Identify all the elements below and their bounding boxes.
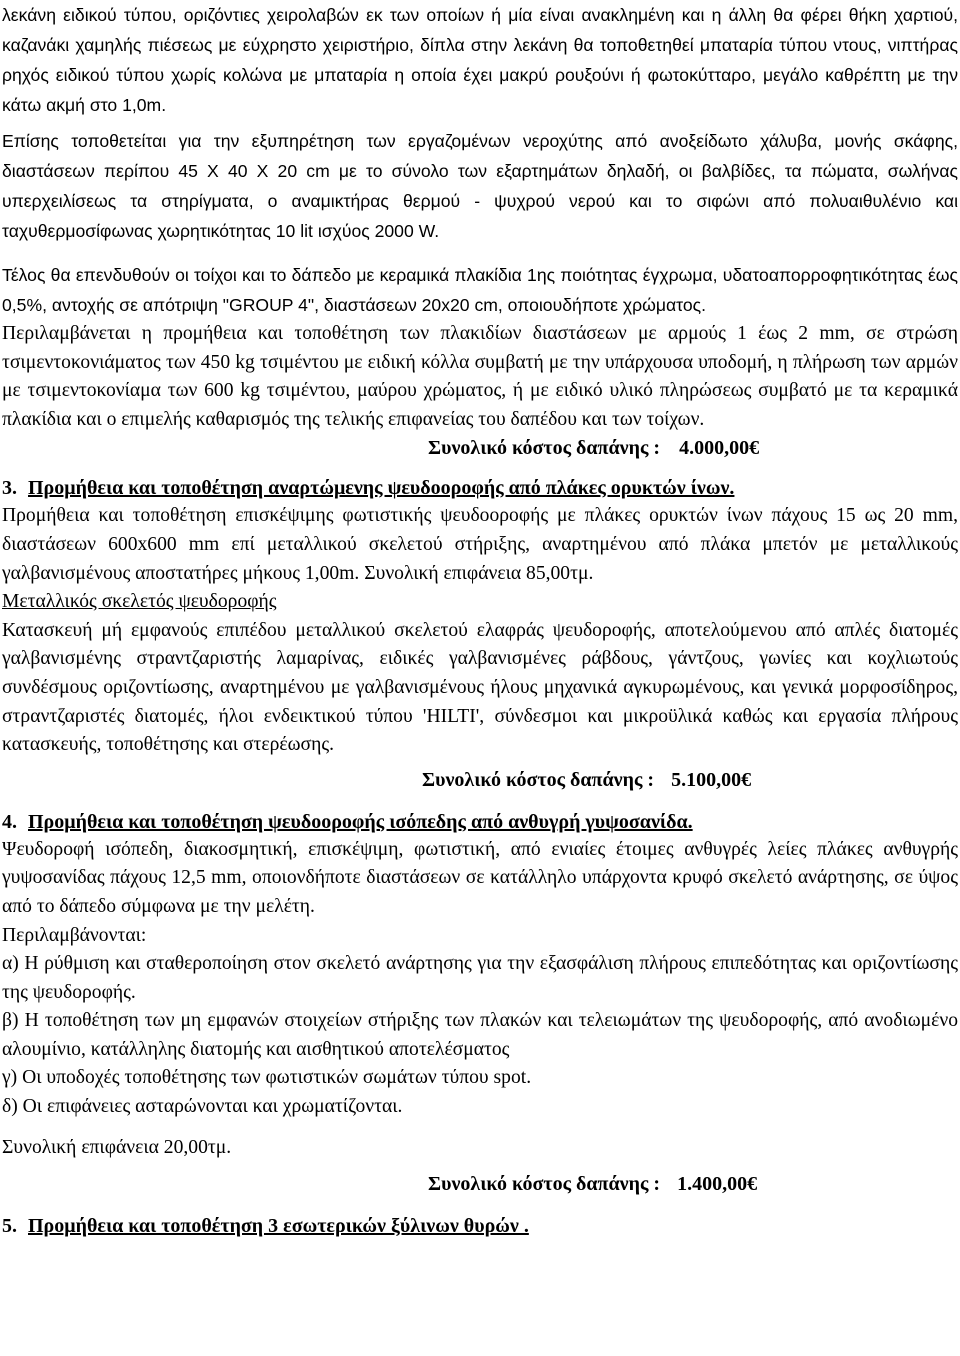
cost-value: 1.400,00€ (677, 1173, 758, 1196)
paragraph: λεκάνη ειδικού τύπου, οριζόντιες χειρολαβών εκ των οποίων ή μία είναι ανακλημένη και η άλλη θα φέρει θήκη χαρτιού, καζανάκι χαμηλής πιέσεως με εύχρηστο χειριστήριο, δίπλα στην λεκάνη θα τοποθετηθεί μπαταρία τύπου ντους, νιπτήρας ρηχός ειδικού τύπου χωρίς κολώνα με μπαταρία η οποία έχει μακρύ ρουξούνι ή φωτοκύτταρο, μεγάλο καθρέπτη με την κάτω ακμή στο 1,0m. (2, 5, 958, 115)
total-cost (428, 1170, 958, 1198)
section-number: 3. (2, 477, 17, 500)
section-4 (2, 808, 958, 1199)
section-5 (2, 1212, 958, 1240)
section-heading (2, 474, 958, 502)
paragraph: Ψευδοροφή ισόπεδη, διακοσμητική, επισκέψιμη, φωτιστική, από ενιαίες έτοιμες ανθυγρές λείες πλάκες ανθυγρής γυψοσανίδας πάχους 12,5 mm, οποιονδήποτε διαστάσεων σε κατάλληλο υπάρχοντα κρυφό σκελετό ανάρτησης, σε ύψος από το δάπεδο σύμφωνα με την μελέτη. (2, 838, 958, 917)
cost-value: 5.100,00€ (671, 768, 752, 791)
section-3 (2, 474, 958, 793)
section-heading (2, 1212, 958, 1240)
paragraph: Επίσης τοποθετείται για την εξυπηρέτηση των εργαζομένων νεροχύτης από ανοξείδωτο χάλυβα, μονής σκάφης, διαστάσεων περίπου 45 Χ 40 Χ 20 cm με το σύνολο των εξαρτημάτων δηλαδή, οι βαλβίδες, τα πώματα, σωλήνας υπερχειλίσεως τα στηρίγματα, ο αναμικτήρας θερμού - ψυχρού νερού και το σιφώνι από πολυαιθυλένιο και ταχυθερμοσίφωνας χωρητικότητας 10 lit ισχύος 2000 W. (2, 131, 958, 241)
section-title: Προμήθεια και τοποθέτηση 3 εσωτερικών ξύλινων θυρών . (28, 1215, 529, 1238)
section-title: Προμήθεια και τοποθέτηση ψευδοοροφής ισόπεδης από ανθυγρή γυψοσανίδα. (28, 810, 693, 833)
cost-label: Συνολικό κόστος δαπάνης : (422, 768, 655, 791)
total-cost (428, 434, 958, 462)
cost-value: 4.000,00€ (679, 437, 760, 460)
list-item: δ) Οι επιφάνειες ασταρώνονται και χρωματίζονται. (2, 1096, 403, 1118)
section-number: 5. (2, 1215, 17, 1238)
list-item: γ) Οι υποδοχές τοποθέτησης των φωτιστικών σωμάτων τύπου spot. (2, 1067, 532, 1089)
paragraph: Τέλος θα επενδυθούν οι τοίχοι και το δάπεδο με κεραμικά πλακίδια 1ης ποιότητας έγχρωμα, υδατοαπορροφητικότητας έως 0,5%, αντοχής σε απότριψη "GROUP 4", διαστάσεων 20x20 cm, οποιουδήποτε χρώματος. (2, 265, 958, 315)
paragraph: Περιλαμβάνεται η προμήθεια και τοποθέτηση των πλακιδίων διαστάσεων με αρμούς 1 έως 2 mm, σε στρώση τσιμεντοκονιάματος των 450 kg τσιμέντου με ειδική κόλλα συμβατή με την υπάρχουσα υποδομή, η πλήρωση των αρμών με τσιμεντοκονίαμα των 600 kg τσιμέντου, μαύρου χρώματος, ή με ειδικό υλικό πληρώσεως συμβατό με τα κεραμικά πλακίδια και ο επιμελής καθαρισμός της τελικής επιφανείας του δαπέδου και των τοίχων. (2, 323, 958, 430)
total-cost (422, 766, 958, 794)
list-item: β) Η τοποθέτηση των μη εμφανών στοιχείων στήριξης των πλακών και τελειωμάτων της ψευδοροφής, από ανοδιωμένο αλουμίνιο, κατάλληλης διατομής και αισθητικού αποτελέσματος (2, 1010, 958, 1060)
paragraph: Προμήθεια και τοποθέτηση επισκέψιμης φωτιστικής ψευδοοροφής με πλάκες ορυκτών ίνων πάχους 15 ως 20 mm, διαστάσεων 600x600 mm επί μεταλλικού σκελετού στήριξης, αναρτημένου από πλάκα μπετόν με μεταλλικούς γαλβανισμένους αποστατήρες μήκους 1,00m. Συνολική επιφάνεια 85,00τμ. (2, 505, 958, 584)
section-heading (2, 808, 958, 836)
list-item: α) Η ρύθμιση και σταθεροποίηση στον σκελετό ανάρτησης για την εξασφάλιση πλήρους επιπεδότητας και οριζοντίωσης της ψευδοροφής. (2, 953, 958, 1003)
cost-label: Συνολικό κόστος δαπάνης : (428, 1173, 661, 1196)
section-number: 4. (2, 810, 17, 833)
total-area: Συνολική επιφάνεια 20,00τμ. (2, 1136, 232, 1158)
paragraph: Κατασκευή μή εμφανούς επιπέδου μεταλλικού σκελετού ελαφράς ψευδοροφής, αποτελούμενου από απλές διατομές γαλβανισμένης στραντζαριστής λαμαρίνας, ειδικές γαλβανισμένες ράβδους, γάντζους, γωνίες και κοχλιωτούς συνδέσμους οριζοντίωσης, αναρτημένου με γαλβανισμένους ήλους μηχανικά αγκυρωμένους, και γενικά μορφοσίδηρος, στραντζαριστές διατομές, ήλοι ενδεικτικού τύπου 'HILTI', σύνδεσμοι και μικροϋλικά καθώς και εργασία πλήρους κατασκευής, τοποθέτησης και στερέωσης. (2, 619, 958, 756)
cost-label: Συνολικό κόστος δαπάνης : (428, 437, 661, 460)
subheading: Μεταλλικός σκελετός ψευδοροφής (2, 591, 277, 613)
intro-section (2, 0, 958, 462)
section-title: Προμήθεια και τοποθέτηση αναρτώμενης ψευδοοροφής από πλάκες ορυκτών ίνων. (28, 477, 735, 500)
includes-label: Περιλαμβάνονται: (2, 924, 147, 946)
